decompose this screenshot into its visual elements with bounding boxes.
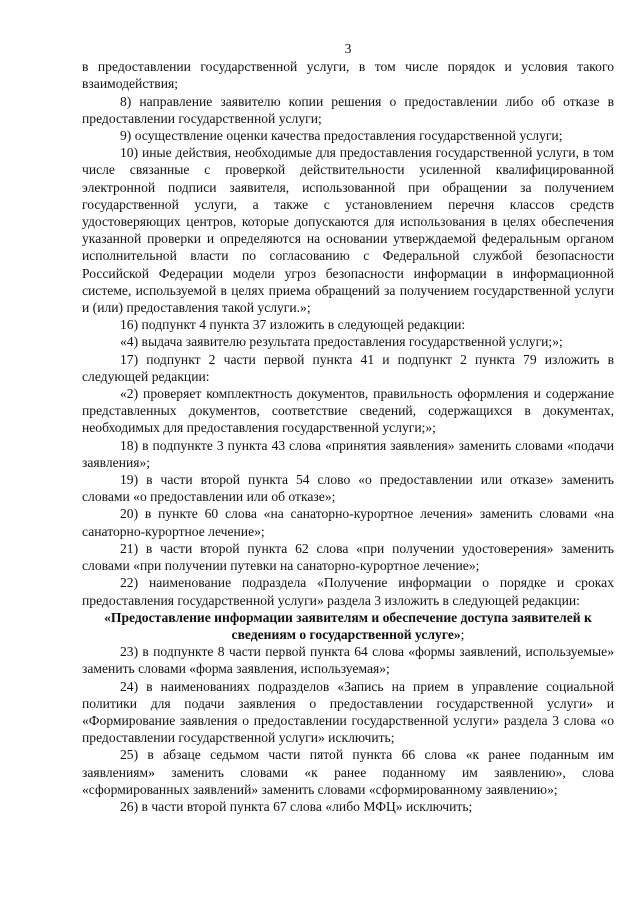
paragraph-item-18: 18) в подпункте 3 пункта 43 слова «принятия заявления» заменить словами «подачи заявления»; (82, 437, 614, 470)
paragraph-item-19: 19) в части второй пункта 54 слово «о предоставлении или отказе» заменить словами «о предоставлении или об отказе»; (82, 472, 614, 505)
paragraph-item-22: 22) наименование подраздела «Получение информации о порядке и сроках предоставления государственной услуги» раздела 3 изложить в следующей редакции: (82, 575, 614, 608)
paragraph-item-23: 23) в подпункте 8 части первой пункта 64 слова «формы заявлений, используемые» заменить словами «форма заявления, используемая»; (82, 644, 614, 677)
paragraph-item-8: 8) направление заявителю копии решения о предоставлении либо об отказе в предоставлении государственной услуги; (82, 93, 614, 126)
paragraph-item-17: 17) подпункт 2 части первой пункта 41 и подпункт 2 пункта 79 изложить в следующей редакции: (82, 351, 614, 384)
paragraph-item-9: 9) осуществление оценки качества предоставления государственной услуги; (120, 128, 563, 144)
paragraph-item-16-quote: «4) выдача заявителю результата предоставления государственной услуги;»; (120, 334, 563, 350)
paragraph-item-21: 21) в части второй пункта 62 слова «при получении удостоверения» заменить словами «при получении путевки на санаторно-курортное лечение»; (82, 540, 614, 574)
subsection-heading-tail: ; (460, 626, 465, 642)
subsection-heading-bold: «Предоставление информации заявителям и обеспечение доступа заявителей к сведениям о государственной услуге» (104, 609, 592, 642)
paragraph-item-25: 25) в абзаце седьмом части пятой пункта 66 слова «к ранее поданным им заявлениям» заменить словами «к ранее поданному им заявлению», слова «сформированных заявлений» заменить словами «сформированному заявлению»; (82, 747, 614, 797)
paragraph-item-17-quote: «2) проверяет комплектность документов, правильность оформления и содержание представленных документов, соответствие сведений, содержащихся в документах, необходимых для предоставления государственной услуги;»; (82, 386, 614, 436)
subsection-heading (82, 609, 614, 643)
paragraph-continuation: в предоставлении государственной услуги, в том числе порядок и условия такого взаимодействия; (82, 59, 614, 92)
paragraph-item-16: 16) подпункт 4 пункта 37 изложить в следующей редакции: (120, 317, 466, 333)
page-number: 3 (344, 41, 352, 56)
paragraph-item-10: 10) иные действия, необходимые для предоставления государственной услуги, в том числе связанные с проверкой действительности усиленной квалифицированной электронной подписи заявителя, использованной при обращении за получением государственной услуги, а также с установлением перечня классов средств удостоверяющих центров, которые допускаются для использования в целях обеспечения указанной проверки и определяются на основании утверждаемой федеральным органом исполнительной власти по согласованию с Федеральной службой безопасности Российской Федерации модели угроз безопасности информации в информационной системе, используемой в целях приема обращений за получением государственной услуги и (или) предоставления такой услуги.»; (82, 145, 614, 316)
paragraph-item-26: 26) в части второй пункта 67 слова «либо МФЦ» исключить; (120, 798, 473, 814)
paragraph-item-20: 20) в пункте 60 слова «на санаторно-курортное лечения» заменить словами «на санаторно-курортное лечение»; (82, 506, 614, 539)
paragraph-item-24: 24) в наименованиях подразделов «Запись на прием в управление социальной политики для подачи заявления о предоставлении государственной услуги» и «Формирование заявления о предоставлении государственной услуги» раздела 3 слова «о предоставлении государственной услуги» исключить; (82, 678, 614, 746)
